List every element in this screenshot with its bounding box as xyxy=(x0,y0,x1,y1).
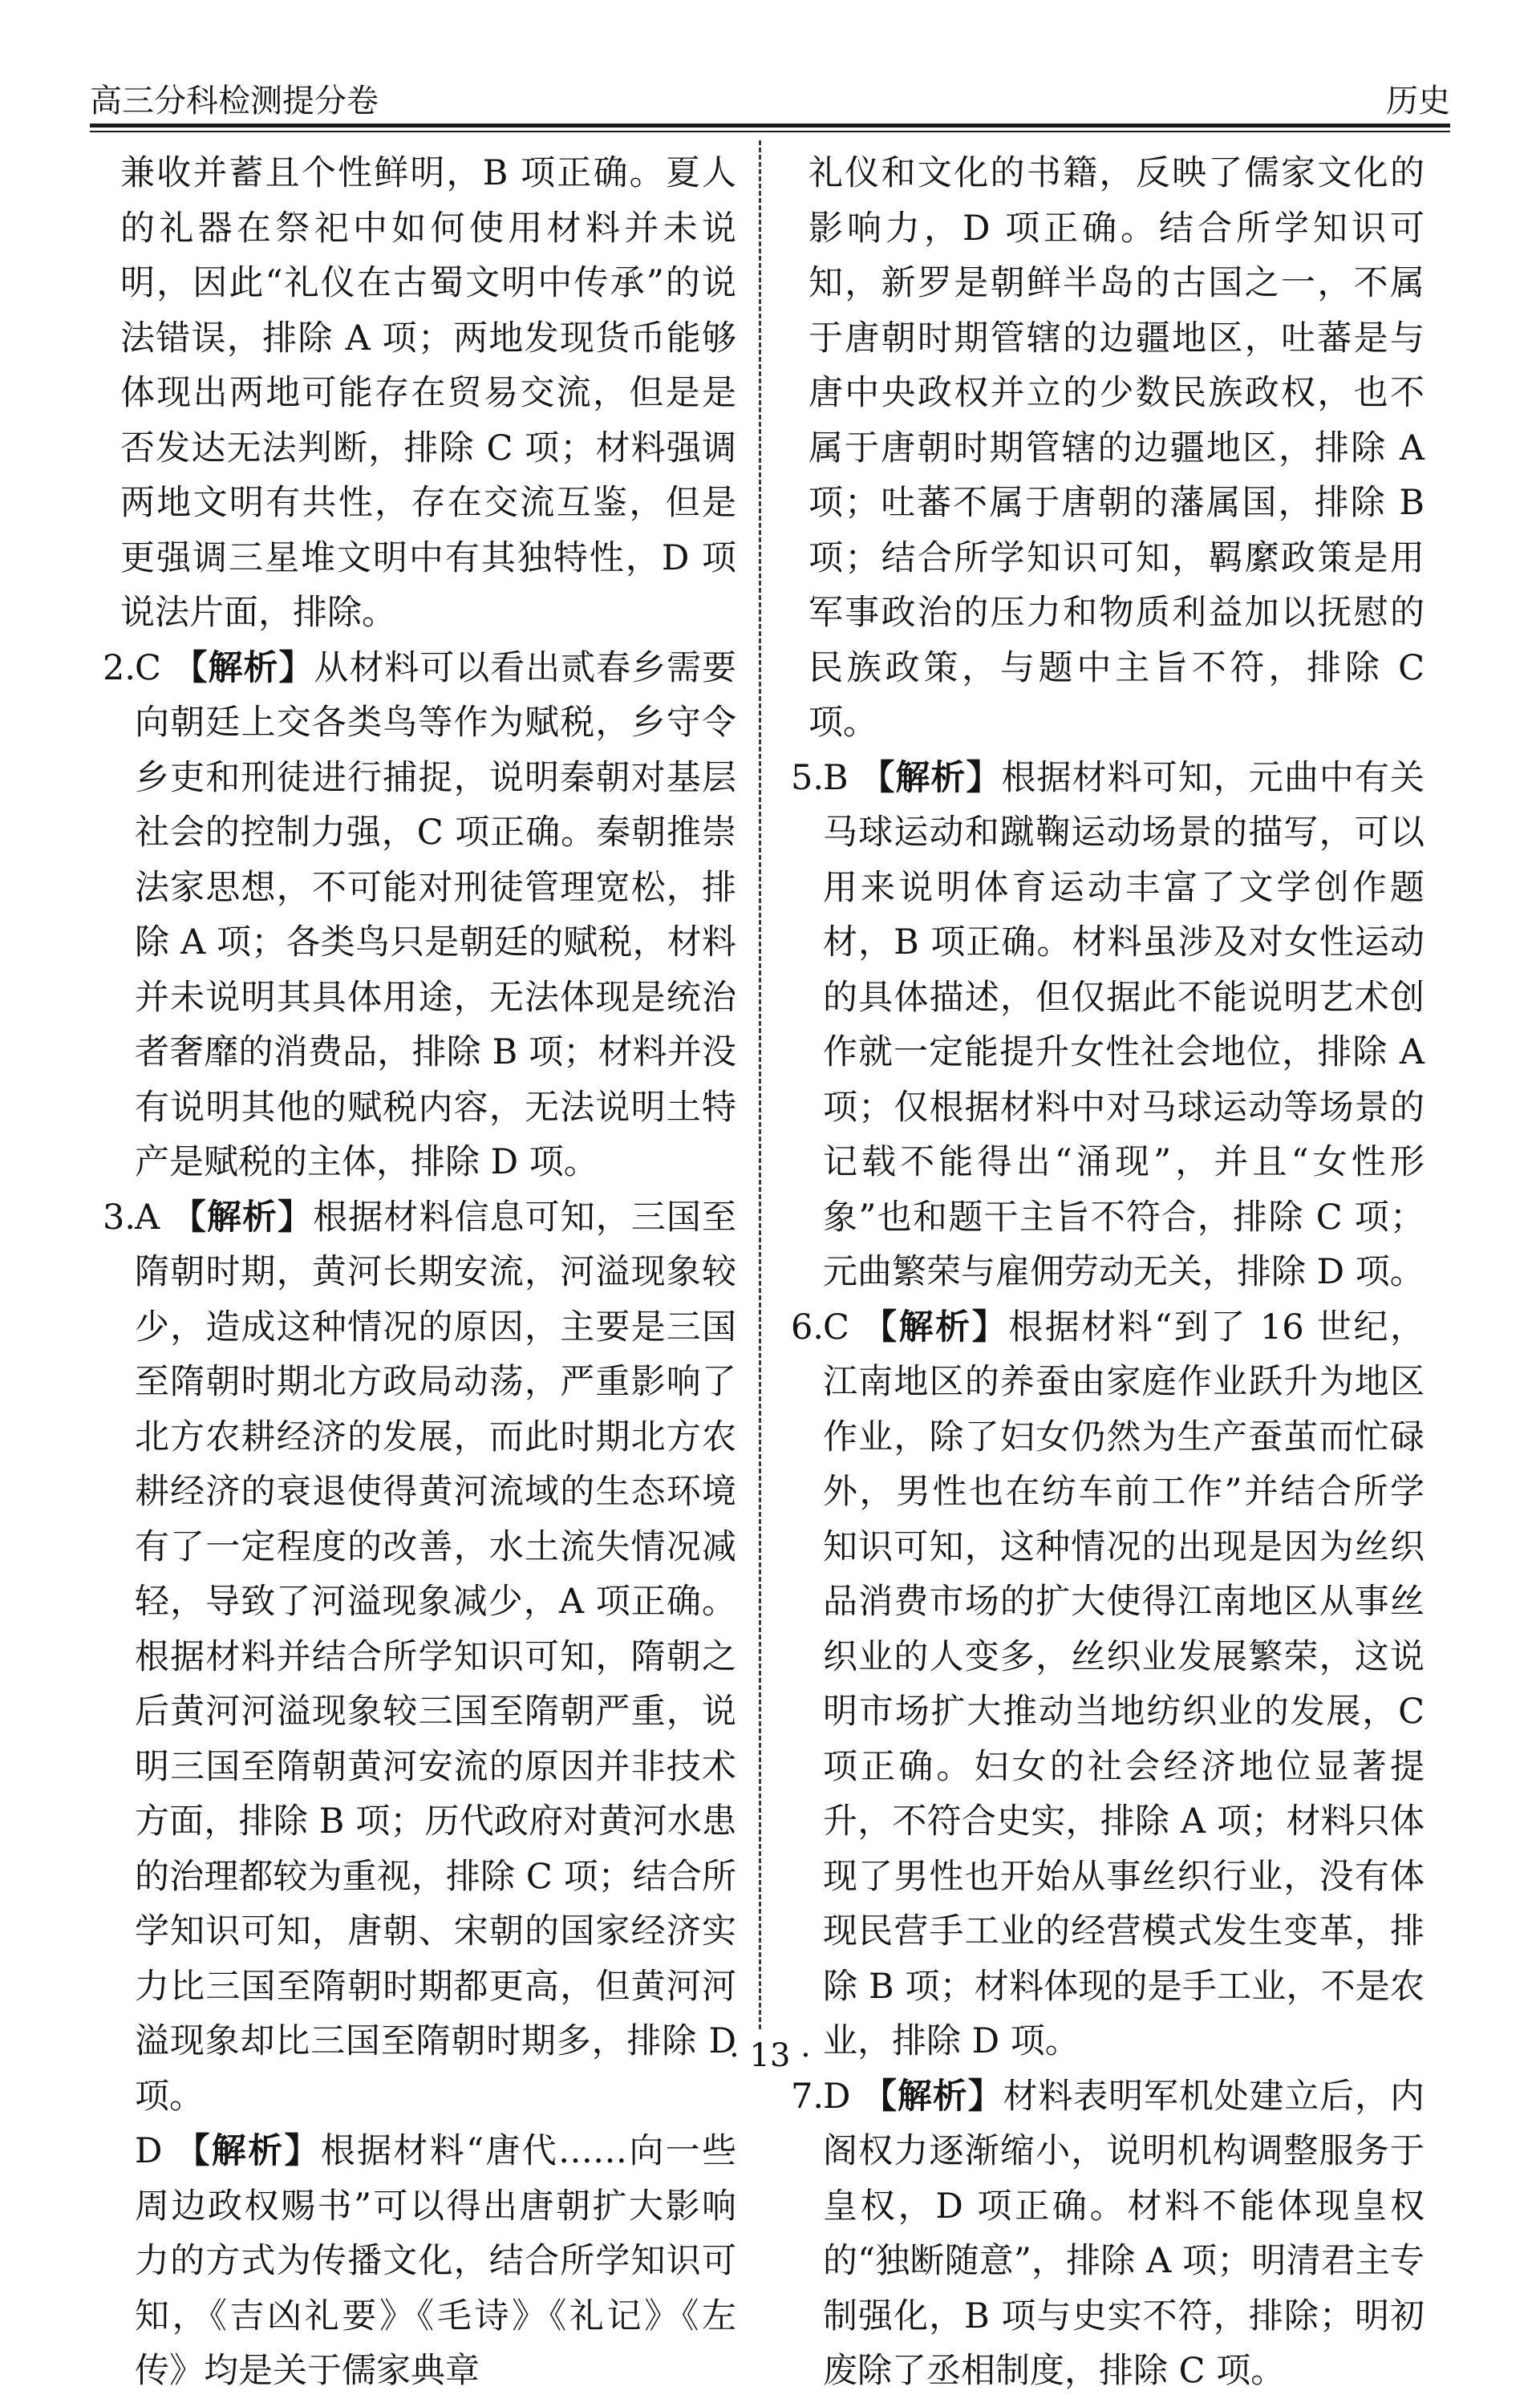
answer-letter: C xyxy=(135,647,161,688)
exam-title: 高三分科检测提分卷 xyxy=(90,83,379,120)
page-number: · 13 · xyxy=(729,2037,811,2074)
item-body xyxy=(135,2124,736,2399)
item-number: 2. xyxy=(103,647,136,688)
answer-item-2 xyxy=(103,641,736,1190)
analysis-label: 【解析】 xyxy=(862,1307,1009,1347)
header-rule-thick xyxy=(90,124,1450,128)
analysis-label: 【解析】 xyxy=(860,757,1002,798)
analysis-text: 从材料可以看出贰春乡需要向朝廷上交各类鸟等作为赋税，乡守令乡吏和刑徒进行捕捉，说明秦朝对基层社会的控制力强，C 项正确。秦朝推崇法家思想，不可能对刑徒管理宽松，排除 A 项；各类鸟只是朝廷的赋税，材料并未说明其具体用途，无法体现是统治者奢靡的消费品，排除 B 项；材料并没有说明其他的赋税内容，无法说明土特产是赋税的主体，排除 D 项。 xyxy=(135,647,737,1182)
continuation-paragraph: 礼仪和文化的书籍，反映了儒家文化的影响力，D 项正确。结合所学知识可知，新罗是朝鲜半岛的古国之一，不属于唐朝时期管辖的边疆地区，吐蕃是与唐中央政权并立的少数民族政权，也不属于唐朝时期管辖的边疆地区，排除 A 项；吐蕃不属于唐朝的藩属国，排除 B 项；结合所学知识可知，羁縻政策是用军事政治的压力和物质利益加以抚慰的民族政策，与题中主旨不符，排除 C 项。 xyxy=(808,153,1424,743)
answer-item-6 xyxy=(791,1300,1424,2069)
item-number: 5. xyxy=(791,757,825,798)
analysis-text: 根据材料可知，元曲中有关马球运动和蹴鞠运动场景的描写，可以用来说明体育运动丰富了文学创作题材，B 项正确。材料虽涉及对女性运动的具体描述，但仅据此不能说明艺术创作就一定能提升女性社会地位，排除 A 项；仅根据材料中对马球运动等场景的记载不能得出“涌现”，并且“女性形象”也和题干主旨不符合，排除 C 项；元曲繁荣与雇佣劳动无关，排除 D 项。 xyxy=(823,757,1425,1292)
item-body xyxy=(823,2069,1424,2399)
answer-letter: A xyxy=(135,1197,160,1238)
analysis-text: 材料表明军机处建立后，内阁权力逐渐缩小，说明机构调整服务于皇权，D 项正确。材料不能体现皇权的“独断随意”，排除 A 项；明清君主专制强化，B 项与史实不符，排除；明初废除了丞相制度，排除 C 项。 xyxy=(823,2076,1425,2391)
answer-item-3 xyxy=(103,1190,736,2125)
page-header xyxy=(90,64,1450,120)
item-body xyxy=(135,1190,736,2125)
item-number: 6. xyxy=(791,1307,825,1347)
answer-letter: D xyxy=(135,2131,163,2171)
answer-letter: C xyxy=(823,1307,849,1347)
item-number xyxy=(103,2124,135,2399)
item-body xyxy=(823,751,1424,1300)
analysis-text: 根据材料“唐代……向一些周边政权赐书”可以得出唐朝扩大影响力的方式为传播文化，结合所学知识可知，《吉凶礼要》《毛诗》《礼记》《左传》均是关于儒家典章 xyxy=(135,2131,737,2391)
analysis-text: 根据材料信息可知，三国至隋朝时期，黄河长期安流，河溢现象较少，造成这种情况的原因，主要是三国至隋朝时期北方政局动荡，严重影响了北方农耕经济的发展，而此时期北方农耕经济的衰退使得黄河流域的生态环境有了一定程度的改善，水土流失情况减轻，导致了河溢现象减少，A 项正确。根据材料并结合所学知识可知，隋朝之后黄河河溢现象较三国至隋朝严重，说明三国至隋朝黄河安流的原因并非技术方面，排除 B 项；历代政府对黄河水患的治理都较为重视，排除 C 项；结合所学知识可知，唐朝、宋朝的国家经济实力比三国至隋朝时期都更高，但黄河河溢现象却比三国至隋朝时期多，排除 D 项。 xyxy=(135,1197,737,2117)
analysis-label: 【解析】 xyxy=(862,2076,1003,2117)
analysis-label: 【解析】 xyxy=(171,1197,314,1238)
item-number: 3. xyxy=(103,1197,136,1238)
header-rule-thin xyxy=(90,131,1450,132)
subject-label: 历史 xyxy=(1386,83,1450,120)
analysis-label: 【解析】 xyxy=(175,2131,321,2171)
column-divider xyxy=(759,140,761,2029)
item-number: 7. xyxy=(791,2076,825,2117)
answer-item-7 xyxy=(791,2069,1424,2399)
answer-item-4 xyxy=(103,2124,736,2399)
analysis-text: 根据材料“到了 16 世纪，江南地区的养蚕由家庭作业跃升为地区作业，除了妇女仍然为生产蚕茧而忙碌外，男性也在纺车前工作”并结合所学知识可知，这种情况的出现是因为丝织品消费市场的扩大使得江南地区从事丝织业的人变多，丝织业发展繁荣，这说明市场扩大推动当地纺织业的发展，C 项正确。妇女的社会经济地位显著提升，不符合史实，排除 A 项；材料只体现了男性也开始从事丝织行业，没有体现民营手工业的经营模式发生变革，排除 B 项；材料体现的是手工业，不是农业，排除 D 项。 xyxy=(823,1307,1424,2061)
answer-letter: B xyxy=(823,757,849,798)
analysis-label: 【解析】 xyxy=(172,647,314,688)
item-body xyxy=(135,641,736,1190)
item-body xyxy=(823,1300,1424,2069)
answer-item-5 xyxy=(791,751,1424,1300)
continuation-paragraph: 兼收并蓄且个性鲜明，B 项正确。夏人的礼器在祭祀中如何使用材料并未说明，因此“礼仪在古蜀文明中传承”的说法错误，排除 A 项；两地发现货币能够体现出两地可能存在贸易交流，但是是否发达无法判断，排除 C 项；材料强调两地文明有共性，存在交流互鉴，但是更强调三星堆文明中有其独特性，D 项说法片面，排除。 xyxy=(120,153,736,633)
answer-letter: D xyxy=(823,2076,851,2117)
